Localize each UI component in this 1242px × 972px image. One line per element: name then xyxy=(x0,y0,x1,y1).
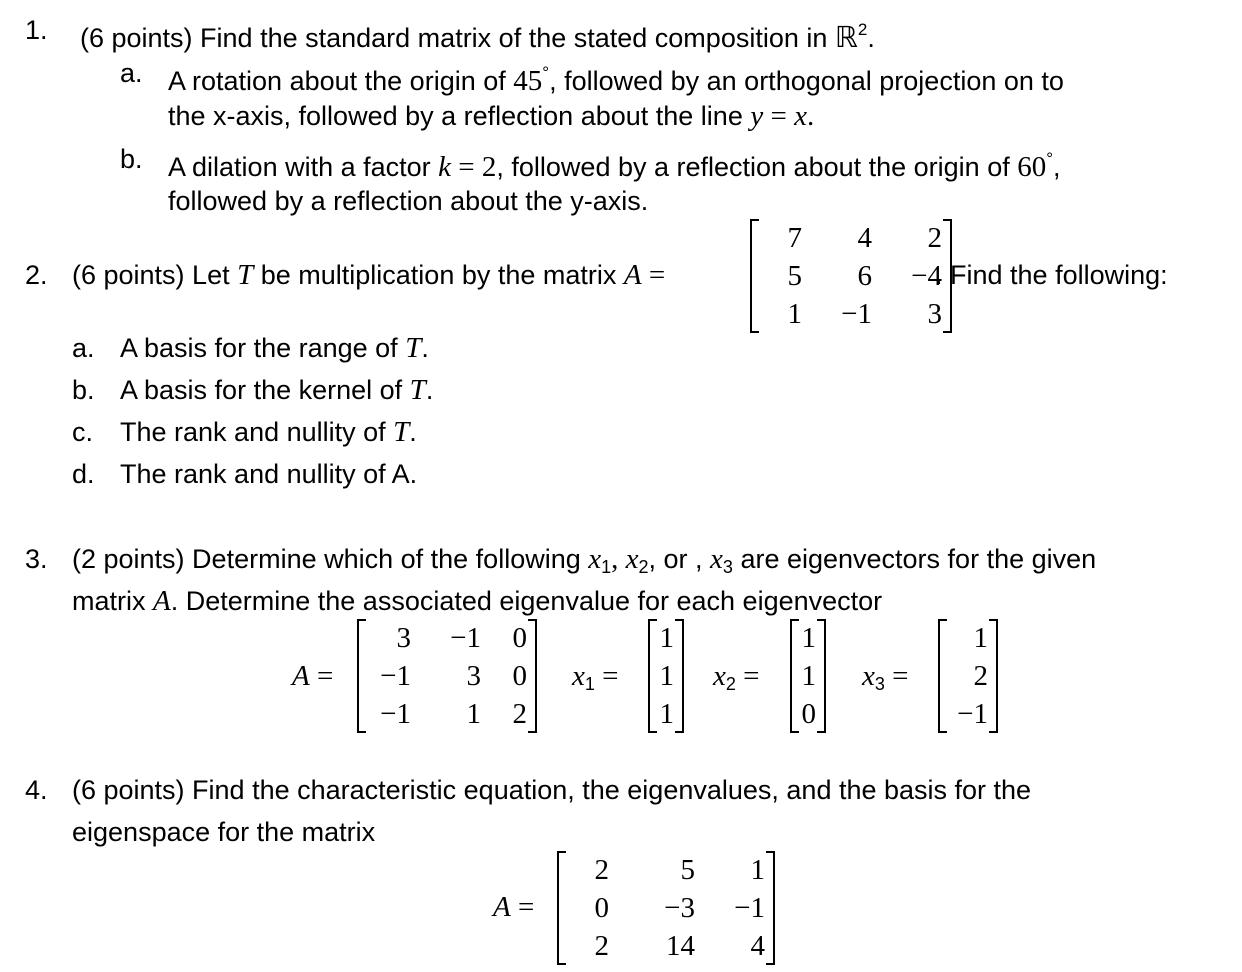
bracket-tick xyxy=(792,619,799,621)
bracket-tick xyxy=(359,731,366,733)
text-segment: x xyxy=(862,660,875,692)
question-2c-text xyxy=(120,416,417,448)
matrix-cell: −1 xyxy=(380,698,411,730)
text-segment: = xyxy=(594,660,619,692)
question-3-vector-x3 xyxy=(938,619,998,733)
text-segment: (6 points) Find the standard matrix of the stated composition in xyxy=(80,23,835,53)
text-segment: x xyxy=(588,543,602,575)
matrix-cell: −3 xyxy=(664,892,695,924)
matrix-cell: 1 xyxy=(659,622,674,654)
question-1a-line-1 xyxy=(168,57,1064,97)
matrix-cell: 1 xyxy=(801,660,816,692)
matrix-cell: 2 xyxy=(594,854,609,886)
text-segment: x xyxy=(713,660,726,692)
matrix-cell: 3 xyxy=(927,298,942,330)
matrix-cell: 1 xyxy=(801,622,816,654)
text-segment: x xyxy=(794,100,807,132)
text-segment: 3. xyxy=(25,544,48,574)
text-segment: c. xyxy=(72,417,94,447)
matrix-cell: 4 xyxy=(857,222,872,254)
text-segment: a. xyxy=(72,333,95,363)
question-3-x2-equals xyxy=(713,660,760,692)
text-segment: d. xyxy=(72,459,95,489)
matrix-cell: 4 xyxy=(750,930,765,962)
text-segment: T xyxy=(237,259,254,291)
text-segment: A basis for the range of xyxy=(120,333,406,363)
question-1b-line-2 xyxy=(168,185,648,217)
bracket-tick xyxy=(989,731,996,733)
text-segment: , xyxy=(1053,152,1061,182)
question-4-matrix-A xyxy=(557,851,775,965)
question-1a-line-2 xyxy=(168,100,814,132)
text-segment: 2. xyxy=(25,260,48,290)
text-segment: . xyxy=(867,23,875,53)
bracket-tick xyxy=(650,619,657,621)
matrix-cell: 3 xyxy=(396,622,411,654)
text-segment: , followed by an orthogonal projection on to xyxy=(549,66,1064,96)
matrix-cell: −4 xyxy=(911,260,942,292)
bracket-tick xyxy=(940,619,947,621)
text-segment: 2 xyxy=(857,20,868,39)
bracket-tick xyxy=(766,851,773,853)
matrix-cell: 7 xyxy=(787,222,802,254)
matrix-cell: 3 xyxy=(466,660,481,692)
matrix-cell: 0 xyxy=(801,698,816,730)
matrix-cell: −1 xyxy=(957,698,988,730)
matrix-cell: 1 xyxy=(659,660,674,692)
text-segment: x xyxy=(710,543,723,575)
text-segment: x xyxy=(572,660,585,692)
bracket-tick xyxy=(675,731,682,733)
question-2d-label xyxy=(72,458,95,490)
question-2-matrix-A xyxy=(750,219,952,333)
question-4-number xyxy=(25,774,48,806)
matrix-cell: 2 xyxy=(512,698,527,730)
question-2d-text xyxy=(120,458,417,490)
text-segment: T xyxy=(409,374,426,406)
text-segment: the x-axis, followed by a reflection about the line xyxy=(168,101,751,131)
question-3-line-1 xyxy=(72,543,1096,575)
text-segment: 3 xyxy=(874,674,885,694)
question-3-vector-x1 xyxy=(648,619,684,733)
bracket-tick xyxy=(752,331,759,333)
matrix-cell: 2 xyxy=(594,930,609,962)
bracket-tick xyxy=(943,219,950,221)
question-4-A-equals xyxy=(493,891,534,923)
text-segment: A rotation about the origin of xyxy=(168,66,514,96)
question-4-line-2 xyxy=(72,816,375,848)
bracket-tick xyxy=(817,619,824,621)
text-segment: matrix xyxy=(72,586,153,616)
question-1-text xyxy=(80,14,875,54)
text-segment: 60 xyxy=(1017,151,1047,183)
text-segment: 1 xyxy=(601,557,612,577)
text-segment: = xyxy=(510,891,535,923)
question-1-number xyxy=(25,14,48,46)
text-segment: x xyxy=(625,543,639,575)
text-segment: . xyxy=(421,333,429,363)
text-segment: = xyxy=(884,660,909,692)
bracket-tick xyxy=(752,219,759,221)
text-segment: T xyxy=(393,416,410,448)
text-segment: , or , xyxy=(648,544,711,574)
text-segment: 3 xyxy=(722,557,733,577)
matrix-cell: −1 xyxy=(450,622,481,654)
matrix-cell: 2 xyxy=(973,660,988,692)
text-segment: ° xyxy=(1046,149,1054,168)
matrix-cell: −1 xyxy=(734,892,765,924)
question-3-line-2 xyxy=(72,585,882,617)
text-segment: . xyxy=(425,375,434,405)
bracket-tick xyxy=(559,963,566,965)
matrix-cell: −1 xyxy=(380,660,411,692)
text-segment: T xyxy=(405,332,422,364)
text-segment: ° xyxy=(542,63,550,82)
text-segment: b. xyxy=(120,144,143,174)
question-2-find-following xyxy=(935,259,1168,291)
matrix-cell: 1 xyxy=(973,622,988,654)
text-segment: be multiplication by the matrix xyxy=(253,260,624,290)
bracket-tick xyxy=(817,731,824,733)
bracket-tick xyxy=(650,731,657,733)
text-segment: 2 xyxy=(725,674,736,694)
question-3-A-equals xyxy=(292,660,333,692)
text-segment: are eigenvectors for the given xyxy=(732,544,1097,574)
text-segment: A xyxy=(292,660,310,692)
bracket-tick xyxy=(989,619,996,621)
question-3-matrix-A xyxy=(357,619,537,733)
text-segment: The rank and nullity of A. xyxy=(120,459,418,489)
text-segment: (6 points) Let xyxy=(72,260,238,290)
text-segment: ℝ xyxy=(834,22,858,54)
matrix-cell: 1 xyxy=(787,298,802,330)
text-segment: The rank and nullity of xyxy=(120,417,394,447)
question-3-number xyxy=(25,543,48,575)
bracket-tick xyxy=(940,731,947,733)
text-segment: 4. xyxy=(25,775,48,805)
question-2b-label xyxy=(72,374,95,406)
matrix-cell: 0 xyxy=(594,892,609,924)
question-2-text xyxy=(72,259,665,291)
text-segment: a. xyxy=(120,58,143,88)
matrix-cell: 1 xyxy=(466,698,481,730)
text-segment: = 2 xyxy=(451,151,497,183)
text-segment: A xyxy=(623,259,642,291)
question-1b-line-1 xyxy=(168,143,1061,183)
matrix-cell: 2 xyxy=(927,222,942,254)
question-3-vector-x2 xyxy=(790,619,826,733)
question-2-number xyxy=(25,259,48,291)
text-segment: = xyxy=(309,660,334,692)
bracket-tick xyxy=(359,619,366,621)
text-segment: eigenspace for the matrix xyxy=(72,817,376,847)
bracket-tick xyxy=(528,731,535,733)
matrix-cell: 0 xyxy=(512,660,527,692)
bracket-tick xyxy=(528,619,535,621)
question-1a-label xyxy=(120,57,143,89)
text-segment: A dilation with a factor xyxy=(168,152,439,182)
text-segment: . Determine the associated eigenvalue for each eigenvector xyxy=(170,586,883,616)
text-segment: A basis for the kernel of xyxy=(120,375,410,405)
bracket-tick xyxy=(943,331,950,333)
text-segment: = xyxy=(641,259,666,291)
matrix-cell: 1 xyxy=(750,854,765,886)
text-segment: . Find the following: xyxy=(935,260,1168,290)
question-3-x3-equals xyxy=(862,660,909,692)
text-segment: A xyxy=(493,891,511,923)
text-segment: . xyxy=(409,417,417,447)
text-segment: y xyxy=(750,100,764,132)
question-2a-text xyxy=(120,332,429,364)
matrix-cell: 6 xyxy=(857,260,872,292)
question-4-line-1 xyxy=(72,774,1031,806)
question-2c-label xyxy=(72,416,93,448)
text-segment: . xyxy=(806,100,815,132)
text-segment: = xyxy=(735,660,760,692)
text-segment: , followed by a reflection about the origin of xyxy=(496,152,1018,182)
text-segment: followed by a reflection about the y-axis. xyxy=(168,186,649,216)
text-segment: 2 xyxy=(638,557,649,577)
matrix-cell: 14 xyxy=(666,930,695,962)
question-3-x1-equals xyxy=(572,660,619,692)
text-segment: A xyxy=(153,585,171,617)
bracket-tick xyxy=(559,851,566,853)
question-2a-label xyxy=(72,332,95,364)
text-segment: (2 points) Determine which of the following xyxy=(72,544,589,574)
question-1b-label xyxy=(120,143,143,175)
text-segment: b. xyxy=(72,375,95,405)
text-segment: 1. xyxy=(25,15,48,45)
bracket-tick xyxy=(675,619,682,621)
matrix-cell: 5 xyxy=(680,854,695,886)
matrix-cell: −1 xyxy=(841,298,872,330)
matrix-cell: 1 xyxy=(659,698,674,730)
question-2b-text xyxy=(120,374,433,406)
text-segment: 1 xyxy=(584,674,595,694)
text-segment: , xyxy=(611,543,626,575)
bracket-tick xyxy=(792,731,799,733)
text-segment: = xyxy=(763,100,795,132)
text-segment: 45 xyxy=(513,65,543,97)
text-segment: (6 points) Find the characteristic equation, the eigenvalues, and the basis for the xyxy=(72,775,1032,805)
matrix-cell: 5 xyxy=(787,260,802,292)
matrix-cell: 0 xyxy=(512,622,527,654)
text-segment: k xyxy=(438,151,452,183)
bracket-tick xyxy=(766,963,773,965)
